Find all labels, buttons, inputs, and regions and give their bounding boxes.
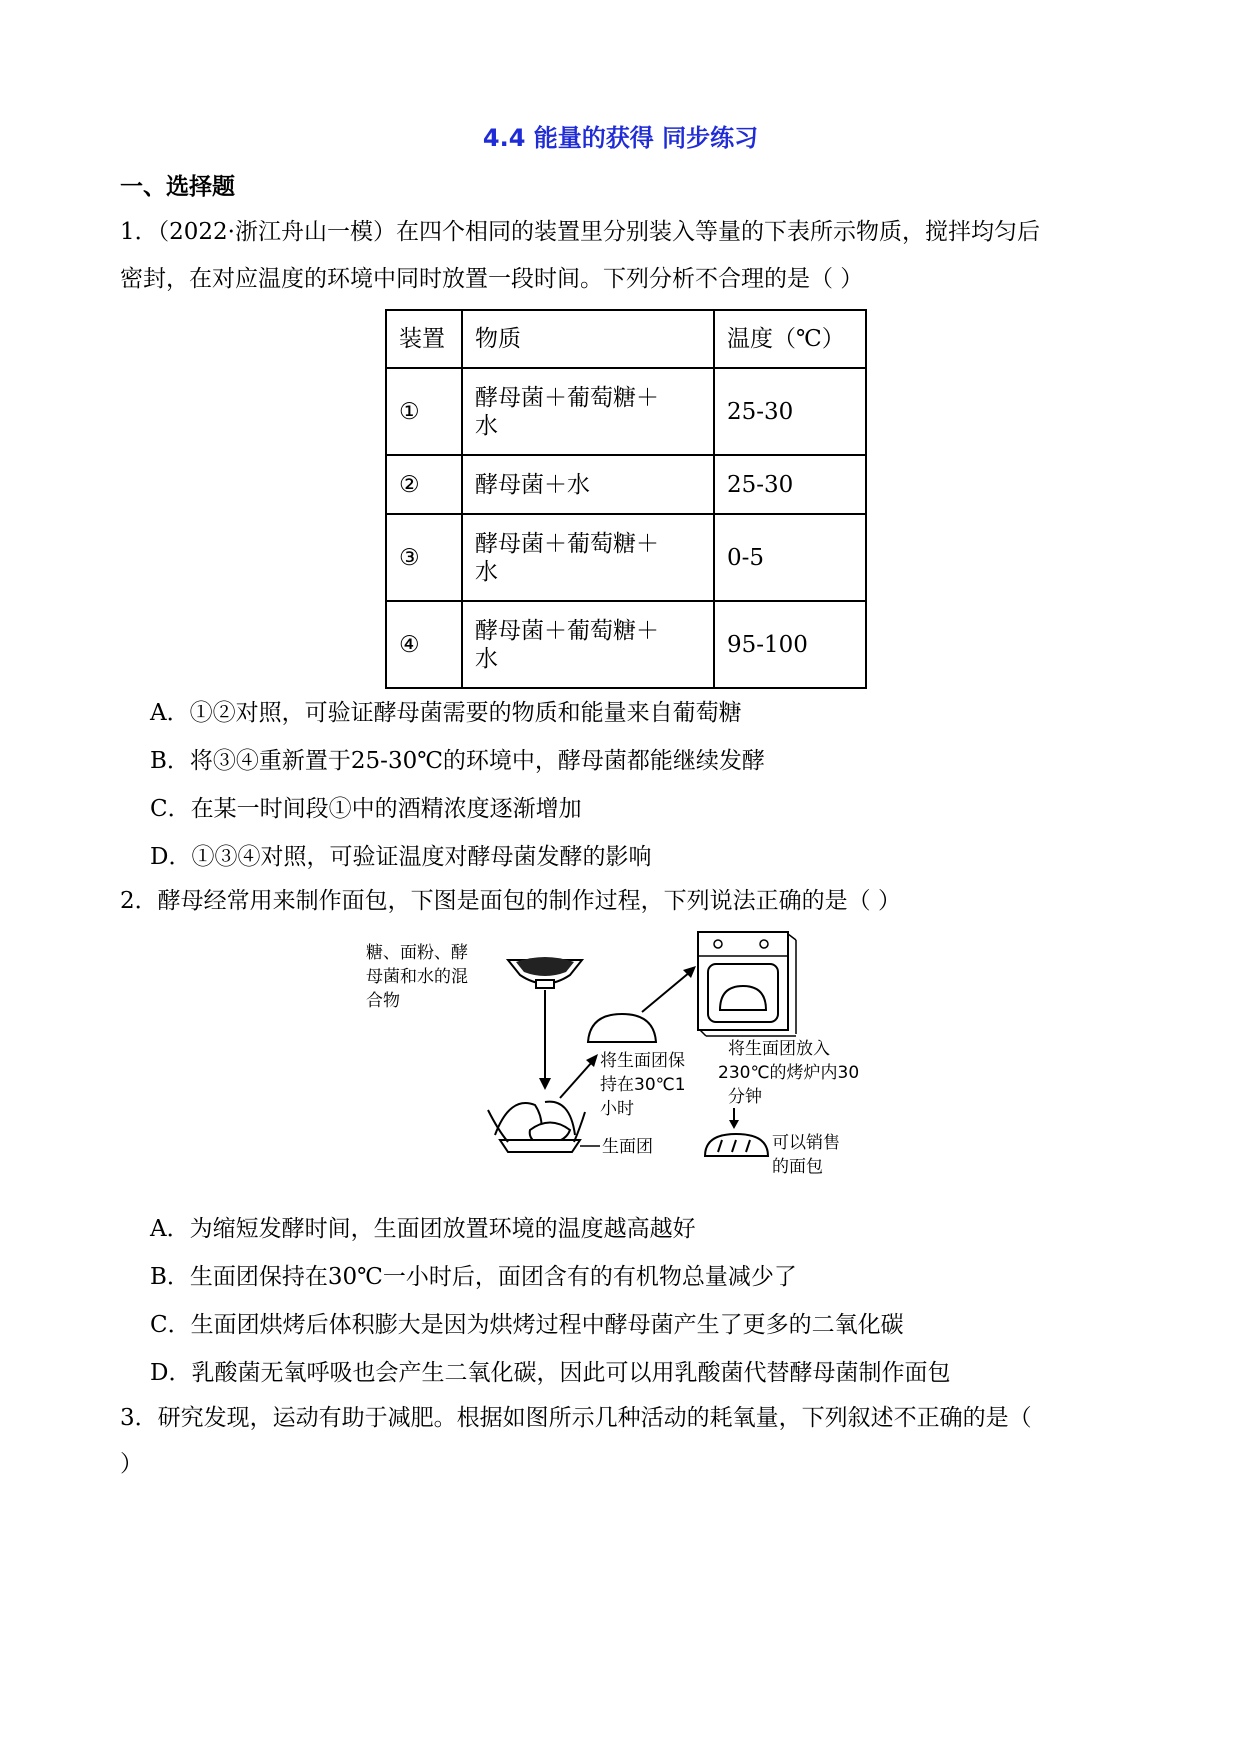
table-row [386, 368, 866, 455]
row-substance [462, 514, 714, 601]
mix-label-1: 糖、面粉、酵 [366, 943, 468, 963]
table-header-row [386, 310, 866, 368]
oven-label-1: 将生面团放入 [728, 1039, 830, 1059]
q1-stem-line1: 1．（2022·浙江舟山一模）在四个相同的装置里分别装入等量的下表所示物质，搅拌均匀后 [120, 219, 1040, 245]
bread-label-1: 可以销售 [772, 1133, 840, 1153]
q2-stem-line1: 2．酵母经常用来制作面包，下图是面包的制作过程，下列说法正确的是（ ） [120, 888, 901, 914]
row-device: ③ [386, 514, 462, 601]
oven-label-2: 230℃的烤炉内30 [718, 1063, 860, 1083]
q1-option-b[interactable]: B．将③④重新置于25-30℃的环境中，酵母菌都能继续发酵 [150, 748, 765, 774]
bread-label-2: 的面包 [772, 1157, 823, 1177]
arrow-to-oven-icon [642, 966, 696, 1012]
mix-label-3: 合物 [366, 991, 400, 1011]
table-row [386, 514, 866, 601]
arrow-down-icon [539, 990, 551, 1090]
header-substance: 物质 [462, 310, 714, 368]
substance-line: 酵母菌＋葡萄糖＋ [475, 530, 659, 557]
mix-label-2: 母菌和水的混 [366, 967, 468, 987]
q2-option-c[interactable]: C．生面团烘烤后体积膨大是因为烘烤过程中酵母菌产生了更多的二氧化碳 [150, 1312, 904, 1338]
row-device: ② [386, 455, 462, 514]
row-device: ① [386, 368, 462, 455]
oven-icon [698, 932, 796, 1036]
q1-option-a[interactable]: A．①②对照，可验证酵母菌需要的物质和能量来自葡萄糖 [150, 700, 742, 726]
q1-option-d[interactable]: D．①③④对照，可验证温度对酵母菌发酵的影响 [150, 844, 652, 870]
q3-stem-line1: 3．研究发现，运动有助于减肥。根据如图所示几种活动的耗氧量，下列叙述不正确的是（ [120, 1405, 1032, 1431]
keep-label-3: 小时 [600, 1099, 634, 1119]
q1-option-c[interactable]: C．在某一时间段①中的酒精浓度逐渐增加 [150, 796, 582, 822]
section-heading: 一、选择题 [120, 174, 235, 200]
substance-line: 水 [475, 645, 498, 672]
arrow-to-bread-icon [729, 1108, 739, 1129]
mixing-bowl-icon [508, 957, 582, 988]
header-device: 装置 [386, 310, 462, 368]
kneading-hands-icon [488, 1102, 585, 1152]
q1-stem-line2: 密封，在对应温度的环境中同时放置一段时间。下列分析不合理的是（ ） [120, 266, 864, 292]
row-substance [462, 601, 714, 688]
arrow-up-right-icon [560, 1054, 598, 1098]
oven-label-3: 分钟 [728, 1087, 762, 1107]
substance-line: 酵母菌＋水 [475, 471, 590, 498]
bread-process-diagram [360, 930, 900, 1190]
dough-ball-icon [588, 1014, 656, 1042]
dough-label: 生面团 [602, 1137, 653, 1157]
row-device: ④ [386, 601, 462, 688]
keep-label-1: 将生面团保 [600, 1051, 685, 1071]
bread-loaf-icon [705, 1134, 768, 1156]
q2-option-a[interactable]: A．为缩短发酵时间，生面团放置环境的温度越高越好 [150, 1216, 696, 1242]
row-temperature: 25-30 [714, 455, 866, 514]
q2-option-d[interactable]: D．乳酸菌无氧呼吸也会产生二氧化碳，因此可以用乳酸菌代替酵母菌制作面包 [150, 1360, 951, 1386]
row-temperature: 95-100 [714, 601, 866, 688]
keep-label-2: 持在30℃1 [600, 1075, 686, 1095]
substance-line: 酵母菌＋葡萄糖＋ [475, 384, 659, 411]
row-substance [462, 368, 714, 455]
q2-option-b[interactable]: B．生面团保持在30℃一小时后，面团含有的有机物总量减少了 [150, 1264, 797, 1290]
row-temperature: 0-5 [714, 514, 866, 601]
table-row [386, 455, 866, 514]
row-substance [462, 455, 714, 514]
q3-stem-line2: ） [120, 1451, 143, 1477]
substance-line: 水 [475, 412, 498, 439]
substance-line: 酵母菌＋葡萄糖＋ [475, 617, 659, 644]
header-temperature: 温度（℃） [714, 310, 866, 368]
experiment-table [385, 309, 867, 689]
substance-line: 水 [475, 558, 498, 585]
table-row [386, 601, 866, 688]
row-temperature: 25-30 [714, 368, 866, 455]
page-title: 4.4 能量的获得 同步练习 [482, 124, 759, 152]
